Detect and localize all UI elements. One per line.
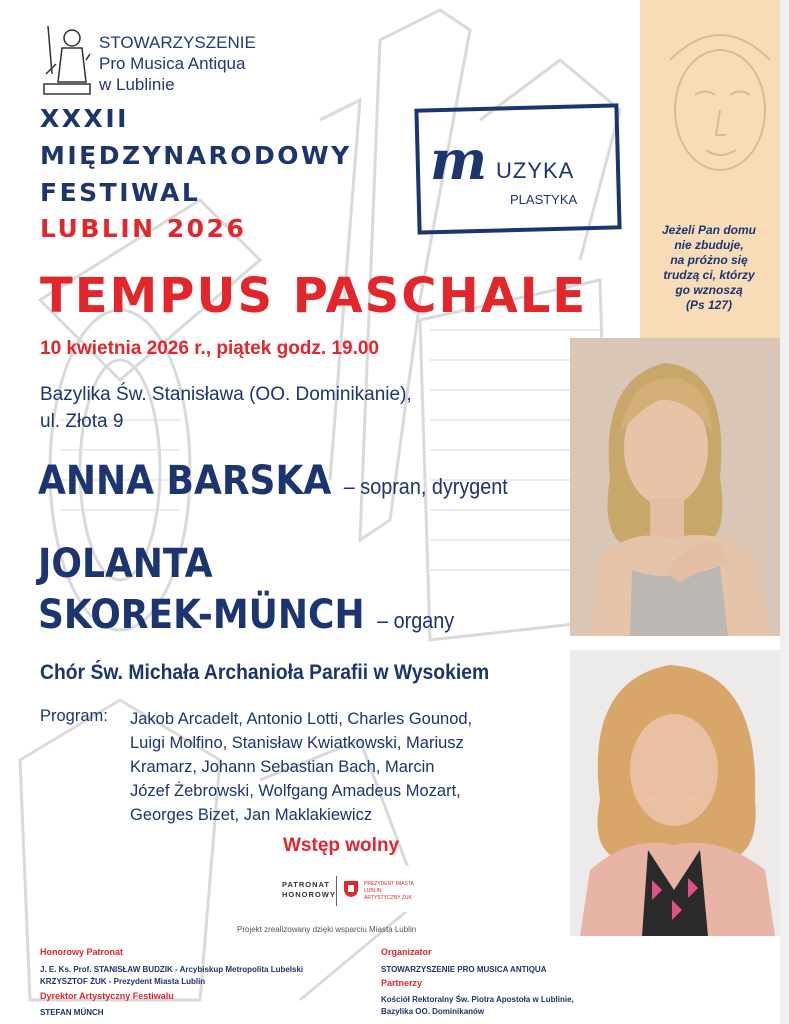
venue-line-2: ul. Złota 9 [40, 411, 124, 432]
performer-1 [38, 458, 508, 510]
association-line-2: Pro Musica Antiqua [99, 54, 246, 73]
quote-line: nie zbuduje, [674, 238, 744, 252]
performer-1-name: ANNA BARSKA [38, 458, 332, 504]
concert-title: TEMPUS PASCHALE [40, 268, 588, 324]
partner-logo-word: UZYKA [496, 158, 575, 183]
footer-partner-1: Kościół Rektoralny Św. Piotra Apostoła w Lublinie, [381, 995, 574, 1004]
partner-logo-mark: m [430, 128, 488, 192]
association-logo-icon [42, 24, 92, 96]
lublin-crest-icon [343, 880, 359, 898]
program-line: Luigi Molfino, Stanisław Kwiatkowski, Mariusz [130, 734, 464, 752]
footer-honorary-label: Honorowy Patronat [40, 947, 124, 957]
festival-edition: XXXII [40, 104, 129, 133]
footer-honorary-1: J. E. Ks. Prof. STANISŁAW BUDZIK - Arcybiskup Metropolita Lubelski [40, 965, 304, 974]
performer-2-role: – organy [377, 608, 455, 633]
program-line: Georges Bizet, Jan Maklakiewicz [130, 806, 373, 824]
project-funding-note: Projekt zrealizowany dzięki wsparciu Miasta Lublin [237, 925, 417, 934]
performer-2-name-line-2: SKOREK-MÜNCH [38, 592, 365, 638]
quote-line: Jeżeli Pan domu [661, 223, 757, 237]
festival-international: MIĘDZYNARODOWY [40, 141, 352, 170]
footer-partners-label: Partnerzy [381, 978, 423, 988]
association-name [99, 32, 256, 95]
concert-venue [40, 381, 412, 435]
photo-jolanta-skorek-munch [570, 650, 780, 936]
footer-partner-2: Bazylika OO. Dominikanów [381, 1007, 485, 1016]
performer-2-name-line-1: JOLANTA [38, 541, 213, 587]
quote-line: (Ps 127) [685, 298, 733, 312]
patronage-label-line-2: HONOROWY [282, 890, 336, 899]
association-line-1: STOWARZYSZENIE [99, 33, 256, 52]
program-composers [130, 707, 560, 827]
concert-date: 10 kwietnia 2026 r., piątek godz. 19.00 [40, 338, 380, 359]
quote-line: trudzą ci, którzy [663, 268, 755, 282]
free-entry: Wstęp wolny [283, 835, 400, 856]
performer-2 [38, 592, 454, 644]
footer-credits [0, 940, 789, 1024]
program-line: Józef Żebrowski, Wolfgang Amadeus Mozart, [130, 782, 461, 800]
festival-city-year: LUBLIN 2026 [40, 214, 247, 243]
photo-anna-barska [570, 338, 780, 636]
patronage-label-line-1: PATRONAT [282, 880, 330, 889]
page-edge [780, 0, 789, 1024]
program-line: Jakob Arcadelt, Antonio Lotti, Charles Gounod, [130, 710, 473, 728]
choir-name: Chór Św. Michała Archanioła Parafii w Wysokiem [40, 661, 490, 684]
quote-line: go wznoszą [675, 283, 743, 297]
program-line: Kramarz, Johann Sebastian Bach, Marcin [130, 758, 435, 776]
footer-director-label: Dyrektor Artystyczny Festiwalu [40, 991, 174, 1001]
psalm-quote [650, 223, 768, 313]
portrait-engraving [640, 0, 780, 215]
footer-organizer-name: STOWARZYSZENIE PRO MUSICA ANTIQUA [381, 965, 547, 974]
patronage-organization: PREZYDENT MIASTA LUBLIN ARTYSTYCZNY ZUK [364, 881, 414, 901]
association-line-3: w Lublinie [99, 75, 175, 94]
quote-line: na próżno się [670, 253, 748, 267]
footer-director-name: STEFAN MÜNCH [40, 1008, 104, 1017]
footer-organizer-label: Organizator [381, 947, 432, 957]
partner-logo-sub: PLASTYKA [510, 192, 578, 207]
footer-honorary-2: KRZYSZTOF ŻUK - Prezydent Miasta Lublin [40, 977, 206, 986]
patronage-label [282, 880, 336, 900]
program-label: Program: [40, 707, 108, 725]
venue-line-1: Bazylika Św. Stanisława (OO. Dominikanie), [40, 384, 412, 405]
performer-1-role: – sopran, dyrygent [343, 474, 508, 499]
festival-word: FESTIWAL [40, 178, 201, 207]
patronage-divider [336, 876, 337, 906]
